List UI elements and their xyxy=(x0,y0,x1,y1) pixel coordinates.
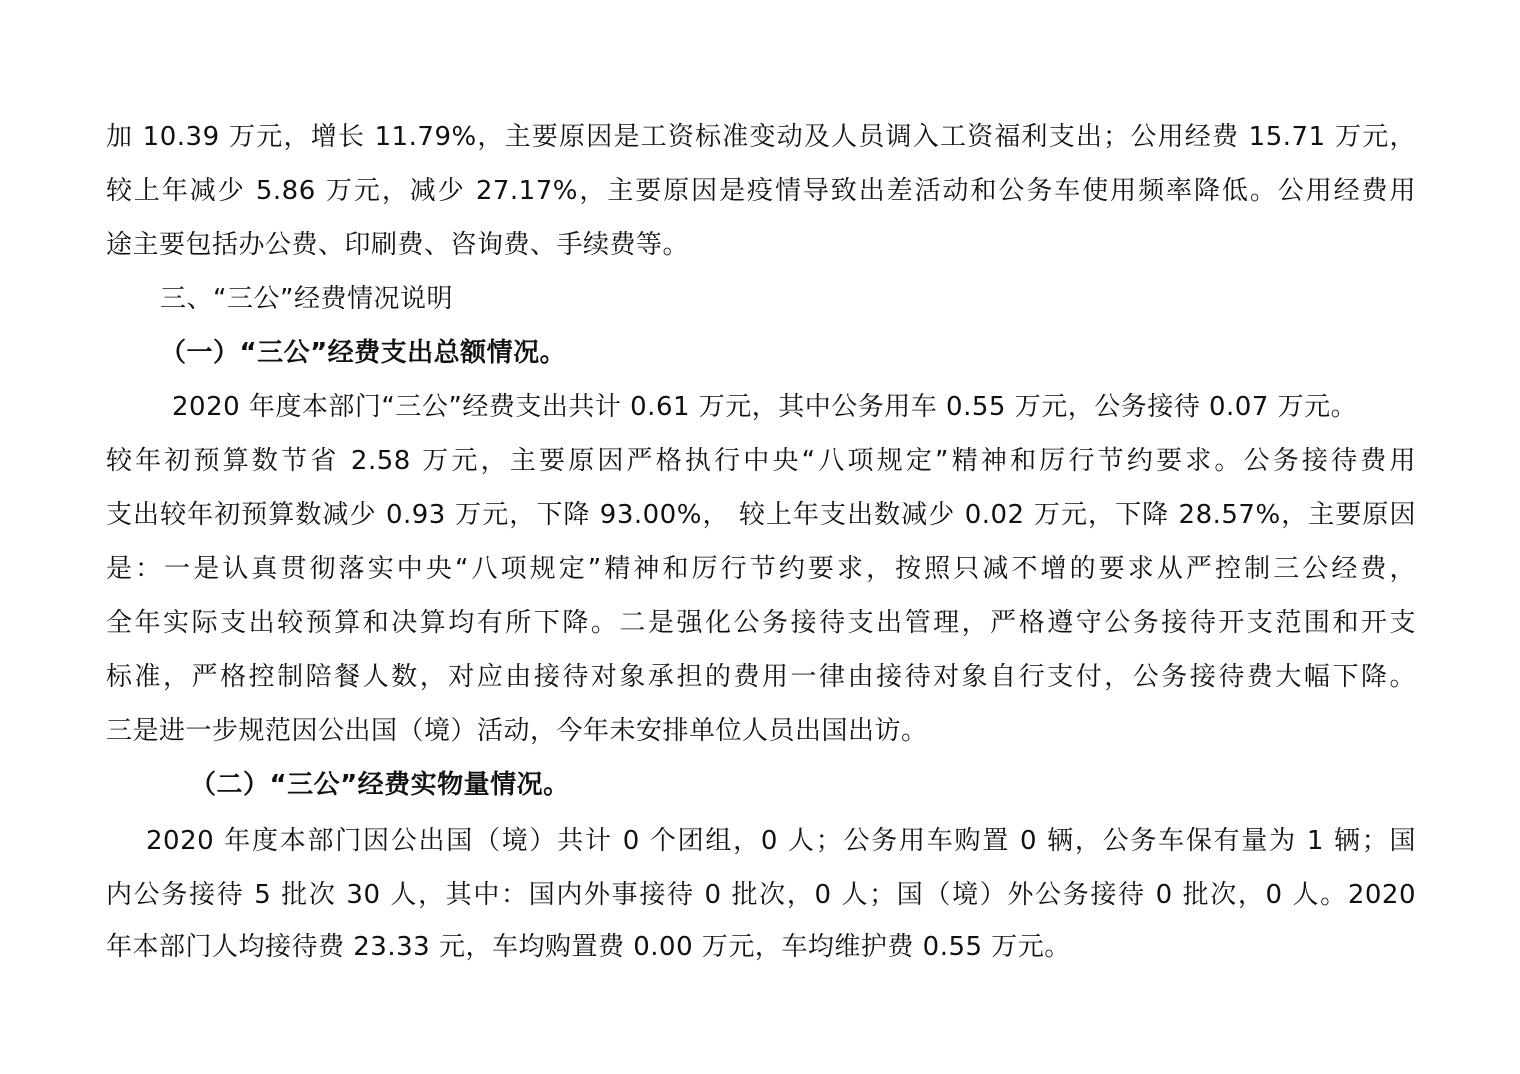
paragraph-line: 支出较年初预算数减少 0.93 万元，下降 93.00%， 较上年支出数减少 0.02 万元，下降 28.57%，主要原因 xyxy=(106,500,1416,530)
paragraph-line: 较年初预算数节省 2.58 万元，主要原因严格执行中央“八项规定”精神和厉行节约要求。公务接待费用 xyxy=(106,446,1416,476)
subsection-heading: （二）“三公”经费实物量情况。 xyxy=(190,770,570,800)
paragraph-line: 全年实际支出较预算和决算均有所下降。二是强化公务接待支出管理，严格遵守公务接待开支范围和开支 xyxy=(106,608,1416,638)
paragraph-line: 途主要包括办公费、印刷费、咨询费、手续费等。 xyxy=(106,230,690,260)
paragraph-line: 年本部门人均接待费 23.33 元，车均购置费 0.00 万元，车均维护费 0.55 万元。 xyxy=(106,932,1071,962)
paragraph-line: 标准，严格控制陪餐人数，对应由接待对象承担的费用一律由接待对象自行支付，公务接待费大幅下降。 xyxy=(106,662,1416,692)
subsection-heading: （一）“三公”经费支出总额情况。 xyxy=(160,338,567,368)
section-heading: 三、“三公”经费情况说明 xyxy=(160,284,453,314)
paragraph-line: 是：一是认真贯彻落实中央“八项规定”精神和厉行节约要求，按照只减不增的要求从严控制三公经费， xyxy=(106,554,1416,584)
paragraph-line: 内公务接待 5 批次 30 人，其中：国内外事接待 0 批次，0 人；国（境）外公务接待 0 批次，0 人。2020 xyxy=(106,880,1416,910)
paragraph-line: 2020 年度本部门因公出国（境）共计 0 个团组，0 人；公务用车购置 0 辆，公务车保有量为 1 辆；国 xyxy=(146,826,1416,856)
paragraph-line: 2020 年度本部门“三公”经费支出共计 0.61 万元，其中公务用车 0.55 万元，公务接待 0.07 万元。 xyxy=(172,392,1358,422)
paragraph-line: 加 10.39 万元，增长 11.79%，主要原因是工资标准变动及人员调入工资福利支出；公用经费 15.71 万元， xyxy=(106,122,1416,152)
paragraph-line: 三是进一步规范因公出国（境）活动，今年未安排单位人员出国出访。 xyxy=(106,716,928,746)
paragraph-line: 较上年减少 5.86 万元，减少 27.17%，主要原因是疫情导致出差活动和公务车使用频率降低。公用经费用 xyxy=(106,176,1416,206)
